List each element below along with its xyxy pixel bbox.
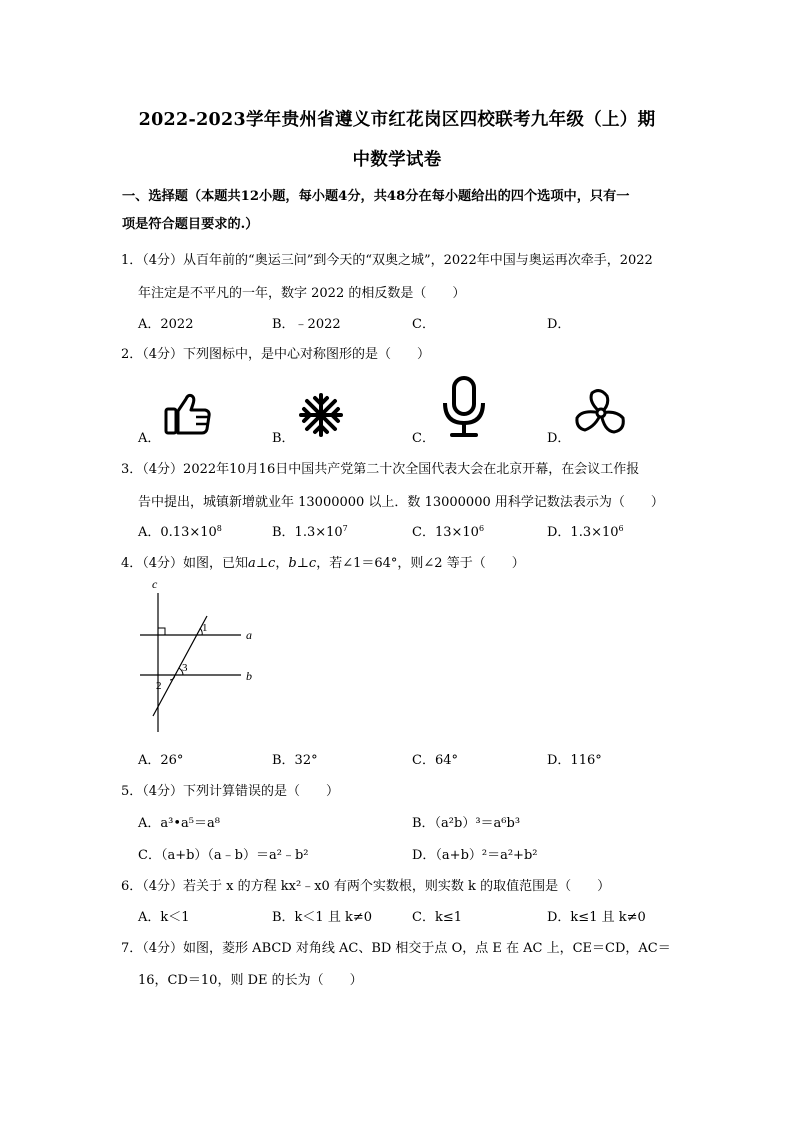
label-1: 1 xyxy=(202,622,208,634)
q4-stem: 4．（4分）如图，已知a⊥c，b⊥c，若∠1＝64°，则∠2 等于（ ） xyxy=(121,556,525,571)
q6-option-c: C．k≤1 xyxy=(412,910,462,925)
q3-option-b: B．$1.3\times 10^7$ xyxy=(272,524,348,540)
q1-option-d: D． xyxy=(547,317,571,332)
q2-option-b: B． xyxy=(272,431,295,446)
label-b: b xyxy=(246,669,252,683)
q5-stem: 5．（4分）下列计算错误的是（ ） xyxy=(121,784,340,799)
exam-title-line2: 中数学试卷 xyxy=(352,150,442,170)
exam-title-line1: 2022-2023学年贵州省遵义市红花岗区四校联考九年级（上）期 xyxy=(138,110,656,130)
q3-stem-line1: 3．（4分）2022年10月16日中国共产党第二十次全国代表大会在北京开幕，在会议工作报 xyxy=(121,462,640,477)
q2-option-d: D． xyxy=(547,431,571,446)
section-heading-line2: 项是符合题目要求的.） xyxy=(122,217,259,232)
q3-option-a: A．$0.13\times 10^8$ xyxy=(138,524,222,540)
q2-stem: 2．（4分）下列图标中，是中心对称图形的是（ ） xyxy=(121,347,431,362)
q4-figure-parallel-lines xyxy=(130,576,270,736)
q5-option-a: A．a³•a⁵＝a⁸ xyxy=(138,816,220,831)
q6-stem: 6．（4分）若关于 x 的方程 kx²﹣x0 有两个实数根，则实数 k 的取值范围是（ ） xyxy=(121,879,611,894)
q3-option-c: C．$13\times 10^6$ xyxy=(412,524,485,540)
q2-option-c: C． xyxy=(412,431,435,446)
label-a: a xyxy=(246,628,252,642)
q4-option-b: B．32° xyxy=(272,753,318,768)
q6-option-b: B．k＜1 且 k≠0 xyxy=(272,910,373,925)
snowflake-icon xyxy=(298,392,344,438)
q1-stem-line2: 年注定是不平凡的一年，数字 2022 的相反数是（ ） xyxy=(138,286,466,301)
q4-option-c: C．64° xyxy=(412,753,458,768)
q5-option-c: C．（a+b）（a﹣b）＝a²﹣b² xyxy=(138,848,309,863)
q3-stem-line2: 告中提出，城镇新增就业年 13000000 以上．数 13000000 用科学记数法表示为（ ） xyxy=(138,495,664,510)
right-angle-mark xyxy=(158,628,165,635)
label-2: 2 xyxy=(156,680,162,692)
q2-option-a: A． xyxy=(138,431,161,446)
q1-stem-line1: 1．（4分）从百年前的“奥运三问”到今天的“双奥之城”，2022年中国与奥运再次牵手，2022 xyxy=(121,253,653,268)
section-heading-line1: 一、选择题（本题共12小题，每小题4分，共48分在每小题给出的四个选项中，只有一 xyxy=(122,189,630,204)
q6-option-a: A．k＜1 xyxy=(138,910,190,925)
q5-option-d: D．（a+b）²＝a²+b² xyxy=(412,848,538,863)
section-heading xyxy=(122,183,678,239)
label-c: c xyxy=(152,577,158,591)
microphone-icon xyxy=(439,375,489,439)
q7-stem-line2: 16，CD＝10，则 DE 的长为（ ） xyxy=(138,973,363,988)
q3-option-d: D．$1.3\times 10^6$ xyxy=(547,524,624,540)
q1-option-c: C． xyxy=(412,317,435,332)
q7-stem-line1: 7．（4分）如图，菱形 ABCD 对角线 AC、BD 相交于点 O，点 E 在 AC 上，CE＝CD，AC＝ xyxy=(121,941,671,956)
q4-option-a: A．26° xyxy=(138,753,184,768)
fan-icon xyxy=(574,388,628,438)
thumbs-up-icon xyxy=(164,391,212,437)
q6-option-d: D．k≤1 且 k≠0 xyxy=(547,910,646,925)
q4-option-d: D．116° xyxy=(547,753,602,768)
q1-option-a: A．2022 xyxy=(138,317,194,332)
transversal xyxy=(153,616,207,716)
label-3: 3 xyxy=(182,662,188,674)
q5-option-b: B．（a²b）³＝a⁶b³ xyxy=(412,816,521,831)
q1-option-b: B．﹣2022 xyxy=(272,317,341,332)
